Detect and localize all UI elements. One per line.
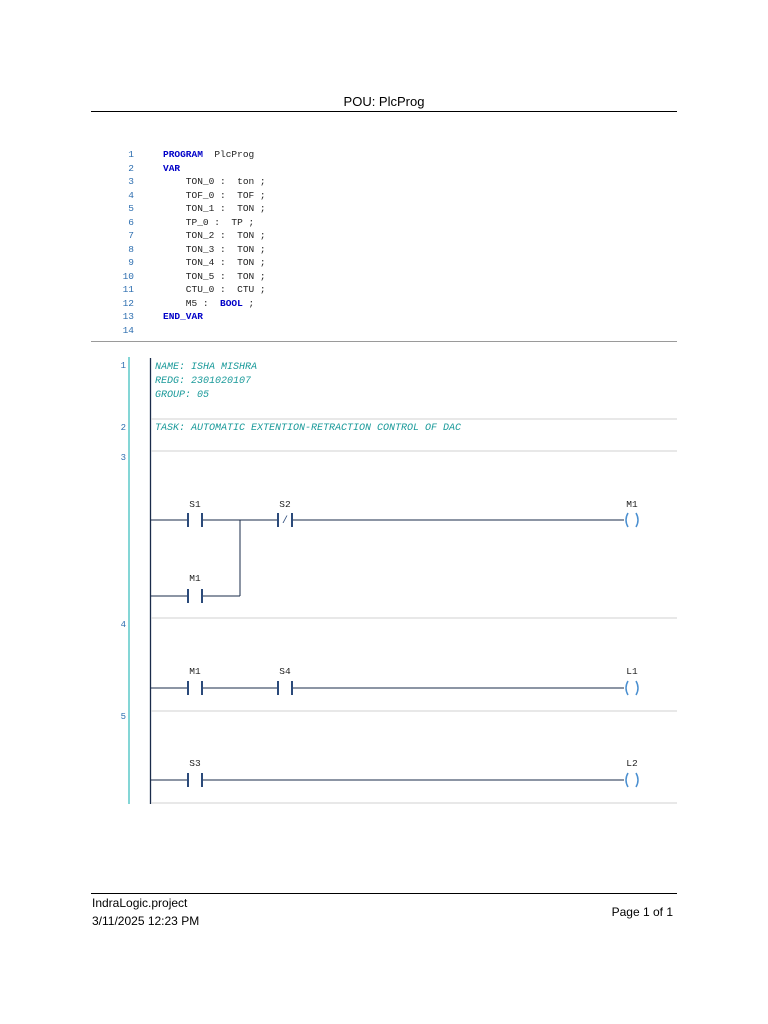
comment-name: NAME: ISHA MISHRA [155,362,258,373]
code-text: TON_0 : ton ; [163,176,266,187]
code-text: PROGRAM PlcProg [163,149,255,160]
label-l1: L1 [626,666,638,677]
rung-3 [151,499,638,603]
rung-4 [151,666,638,695]
line-number: 9 [128,257,134,268]
footer-divider [91,893,677,894]
keyword: END_VAR [163,311,203,322]
contact-s1 [188,499,202,527]
contact-s2-nc [278,499,292,527]
coil-l2 [626,758,638,787]
keyword: PROGRAM [163,149,203,160]
line-number: 6 [128,216,134,228]
label-m1-parallel: M1 [189,573,201,584]
keyword: VAR [163,162,181,174]
network-number: 2 [120,423,126,433]
footer-page: Page 1 of 1 [611,905,673,919]
line-number: 1 [128,149,134,160]
network-number: 3 [120,453,126,463]
code-text: TON_1 : TON ; [163,203,266,214]
code-text: TP_0 : TP ; [163,216,255,228]
code-text: TON_3 : TON ; [163,243,266,255]
coil-l1 [626,666,638,695]
line-number: 2 [128,162,134,174]
page-title: POU: PlcProg [343,94,425,109]
rung-5 [151,758,638,787]
line-number: 7 [128,230,134,241]
code-text: TON_2 : TON ; [163,230,266,241]
contact-m1-parallel [188,573,202,603]
network-number: 1 [120,361,126,371]
label-s4: S4 [279,666,291,677]
coil-m1 [626,499,638,527]
code-text: TOF_0 : TOF ; [163,189,266,201]
label-m1-coil: M1 [626,499,638,510]
code-text: CTU_0 : CTU ; [163,284,266,295]
label-l2: L2 [626,758,638,769]
line-number: 4 [128,189,134,201]
comment-group: GROUP: 05 [155,390,210,401]
comment-regd: REDG: 2301020107 [155,376,252,387]
code-text: TON_5 : TON ; [163,270,266,282]
line-number: 14 [122,324,134,336]
contact-s3 [188,758,202,787]
label-s2: S2 [279,499,291,510]
nc-slash: / [281,516,289,527]
footer-project: IndraLogic.project [92,896,188,910]
keyword: BOOL [220,297,243,309]
line-number: 3 [128,176,134,187]
label-s3: S3 [189,758,201,769]
footer-datetime: 3/11/2025 12:23 PM [92,914,200,928]
label-m1-rung4: M1 [189,666,201,677]
line-number: 11 [122,284,134,295]
code-text: M5 : BOOL ; [163,297,255,309]
comment-task: TASK: AUTOMATIC EXTENTION-RETRACTION CONTROL OF DAC [155,423,462,434]
network-number: 5 [120,712,126,722]
contact-s4 [278,666,292,695]
network-number: 4 [120,620,126,630]
label-s1: S1 [189,499,201,510]
line-number: 8 [128,243,134,255]
line-number: 5 [128,203,134,214]
line-number: 10 [122,270,134,282]
contact-m1-rung4 [188,666,202,695]
line-number: 12 [122,297,134,309]
line-number: 13 [122,311,134,322]
code-text: TON_4 : TON ; [163,257,266,268]
